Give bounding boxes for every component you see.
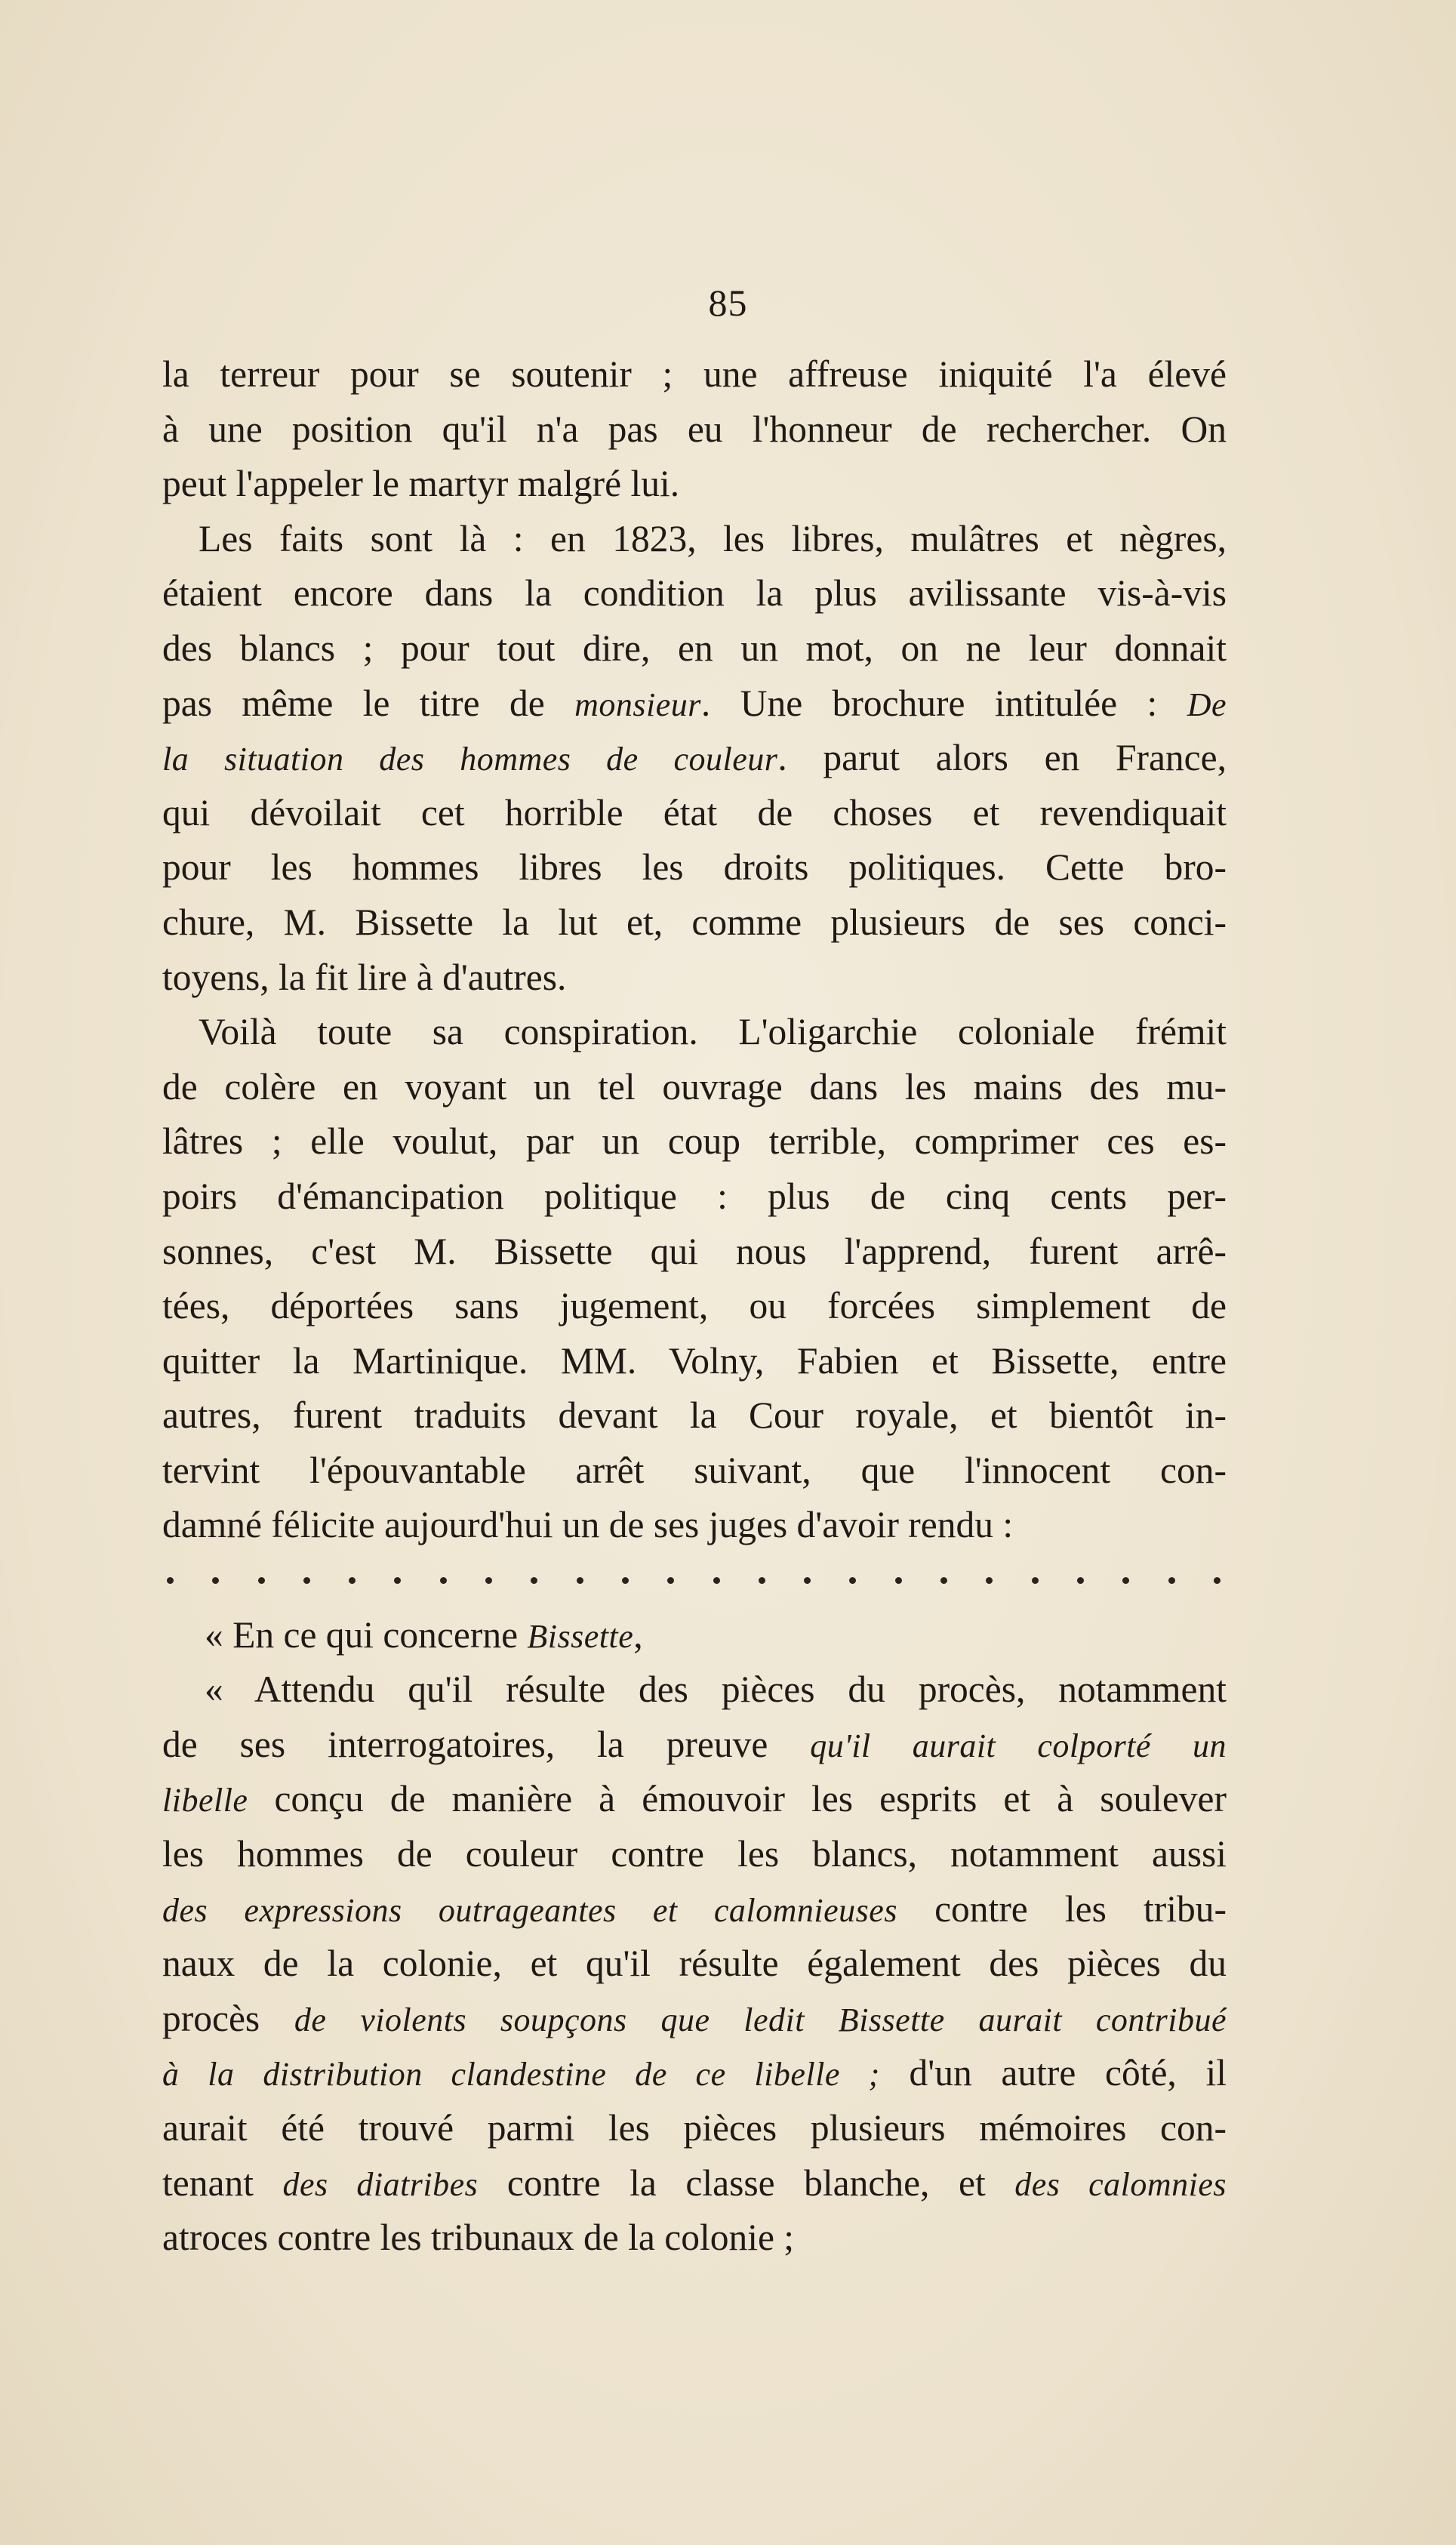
separator-dot <box>940 1577 947 1584</box>
text-line <box>162 840 1227 895</box>
text-line <box>162 1225 1227 1280</box>
text-segment: autres, furent traduits devant la Cour royale, et bientôt in- <box>162 1394 1227 1437</box>
text-segment: contre les tribu- <box>897 1887 1227 1930</box>
text-line <box>162 1882 1227 1937</box>
separator-dot <box>212 1577 219 1584</box>
text-line <box>162 1992 1227 2047</box>
separator-dot <box>303 1577 310 1584</box>
text-segment: tenant <box>162 2161 283 2204</box>
text-segment: . Une brochure intitulée : <box>700 682 1187 724</box>
text-line <box>162 1936 1227 1992</box>
text-line <box>162 1444 1227 1499</box>
separator-dot <box>1077 1577 1084 1584</box>
separator-dot <box>895 1577 902 1584</box>
text-segment: pas même le titre de <box>162 682 575 724</box>
text-line <box>162 1388 1227 1444</box>
text-segment: « En ce qui concerne <box>205 1613 528 1656</box>
text-line <box>162 1114 1227 1169</box>
separator-dot <box>849 1577 856 1584</box>
text-segment: naux de la colonie, et qu'il résulte également des pièces du <box>162 1943 1227 1985</box>
italic-text: monsieur <box>574 686 701 723</box>
separator-dot <box>394 1577 401 1584</box>
text-segment: à une position qu'il n'a pas eu l'honneur de rechercher. On <box>162 408 1227 450</box>
text-segment: d'un autre côté, il <box>879 2052 1227 2094</box>
text-segment: les hommes de couleur contre les blancs, notamment aussi <box>162 1833 1227 1875</box>
text-segment: toyens, la fit lire à d'autres. <box>162 956 567 998</box>
text-segment: Voilà toute sa conspiration. L'oligarchie coloniale frémit <box>199 1011 1227 1053</box>
italic-text: Bissette <box>527 1617 634 1655</box>
text-segment: qui dévoilait cet horrible état de choses et revendiquait <box>162 791 1227 833</box>
text-line <box>162 1169 1227 1225</box>
text-line <box>162 731 1227 786</box>
text-segment: damné félicite aujourd'hui un de ses juges d'avoir rendu : <box>162 1504 1014 1546</box>
separator-dot <box>1168 1577 1175 1584</box>
text-segment: procès <box>162 1997 294 2039</box>
text-segment: chure, M. Bissette la lut et, comme plusieurs de ses conci- <box>162 901 1227 943</box>
text-line <box>162 1718 1227 1773</box>
separator-dot <box>1122 1577 1129 1584</box>
text-line <box>162 566 1227 621</box>
text-line <box>162 895 1227 951</box>
text-segment: conçu de manière à émouvoir les esprits et à soulever <box>248 1778 1227 1820</box>
separator-dot <box>531 1577 537 1584</box>
separator-dot <box>485 1577 492 1584</box>
page-number: 85 <box>708 282 748 324</box>
text-segment: , <box>633 1613 643 1656</box>
italic-text: à la distribution clandestine de ce libelle ; <box>162 2056 880 2094</box>
separator-dot <box>1032 1577 1039 1584</box>
separator-dot <box>804 1577 811 1584</box>
text-line <box>162 1005 1227 1060</box>
text-line <box>162 457 1227 512</box>
text-segment: sonnes, c'est M. Bissette qui nous l'apprend, furent arrê- <box>162 1230 1227 1272</box>
text-segment: des blancs ; pour tout dire, en un mot, on ne leur donnait <box>162 627 1227 669</box>
text-segment: peut l'appeler le martyr malgré lui. <box>162 463 680 505</box>
text-segment: quitter la Martinique. MM. Volny, Fabien et Bissette, entre <box>162 1339 1227 1382</box>
text-segment: poirs d'émancipation politique : plus de cinq cents per- <box>162 1175 1227 1217</box>
text-line <box>162 1060 1227 1115</box>
ellipsis-separator <box>162 1553 1227 1608</box>
text-line <box>162 1608 1227 1663</box>
text-line <box>162 1772 1227 1827</box>
text-line <box>162 951 1227 1006</box>
text-line <box>162 2211 1227 2266</box>
text-segment: contre la classe blanche, et <box>478 2161 1015 2204</box>
text-line <box>162 1334 1227 1389</box>
italic-text: libelle <box>162 1782 248 1819</box>
separator-dot <box>759 1577 765 1584</box>
text-segment: la terreur pour se soutenir ; une affreuse iniquité l'a élevé <box>162 353 1227 395</box>
text-segment: atroces contre les tribunaux de la colonie ; <box>162 2217 795 2259</box>
italic-text: des expressions outrageantes et calomnieuses <box>162 1891 897 1929</box>
text-segment: de ses interrogatoires, la preuve <box>162 1723 811 1765</box>
text-line <box>162 512 1227 567</box>
italic-text: De <box>1187 686 1227 723</box>
text-segment: Les faits sont là : en 1823, les libres, mulâtres et nègres, <box>199 517 1227 559</box>
separator-dot <box>440 1577 447 1584</box>
italic-text: de violents soupçons que ledit Bissette aurait contribué <box>294 2001 1227 2038</box>
separator-dot <box>577 1577 583 1584</box>
text-line <box>162 402 1227 458</box>
separator-dot <box>622 1577 629 1584</box>
text-line <box>162 786 1227 841</box>
separator-dot <box>349 1577 356 1584</box>
text-segment: « Attendu qu'il résulte des pièces du procès, notamment <box>205 1668 1227 1711</box>
text-segment: aurait été trouvé parmi les pièces plusieurs mémoires con- <box>162 2107 1227 2149</box>
text-segment: étaient encore dans la condition la plus avilissante vis-à-vis <box>162 572 1227 615</box>
separator-dot <box>986 1577 993 1584</box>
italic-text: des calomnies <box>1014 2165 1227 2203</box>
text-segment: . parut alors en France, <box>777 737 1227 779</box>
text-segment: pour les hommes libres les droits politiques. Cette bro- <box>162 846 1227 889</box>
text-line <box>162 621 1227 676</box>
text-line <box>162 2046 1227 2101</box>
text-line <box>162 676 1227 732</box>
text-segment: lâtres ; elle voulut, par un coup terrible, comprimer ces es- <box>162 1120 1227 1163</box>
text-line <box>162 1498 1227 1553</box>
separator-dot <box>667 1577 674 1584</box>
text-segment: tervint l'épouvantable arrêt suivant, que l'innocent con- <box>162 1449 1227 1491</box>
italic-text: qu'il aurait colporté un <box>810 1727 1227 1764</box>
body-text <box>162 347 1227 2266</box>
italic-text: des diatribes <box>282 2165 479 2203</box>
text-line <box>162 1279 1227 1334</box>
text-line <box>162 2156 1227 2211</box>
text-line <box>162 1827 1227 1882</box>
separator-dot <box>1214 1577 1221 1584</box>
separator-dot <box>258 1577 265 1584</box>
text-line <box>162 2101 1227 2156</box>
separator-dot <box>167 1577 174 1584</box>
text-segment: tées, déportées sans jugement, ou forcées simplement de <box>162 1285 1227 1327</box>
text-line <box>162 347 1227 402</box>
separator-dot <box>713 1577 720 1584</box>
text-line <box>162 1662 1227 1718</box>
italic-text: la situation des hommes de couleur <box>162 741 778 778</box>
text-segment: de colère en voyant un tel ouvrage dans les mains des mu- <box>162 1065 1227 1108</box>
